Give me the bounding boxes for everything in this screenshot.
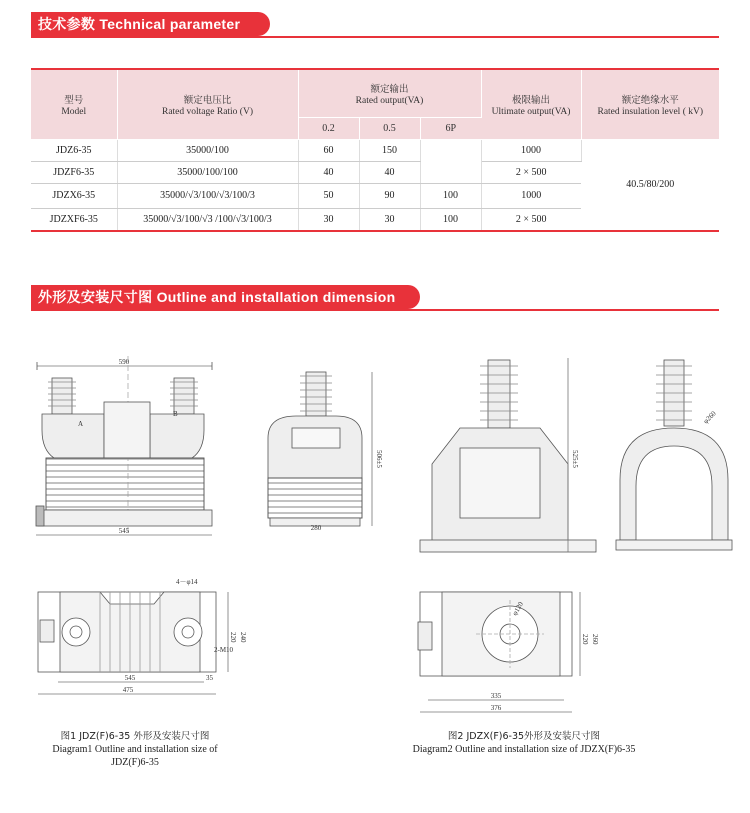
diagram1-caption bbox=[40, 730, 230, 769]
jdzx-side-elevation bbox=[616, 360, 732, 550]
cell-ratio: 35000/100 bbox=[117, 139, 298, 161]
diagram2-caption-cn: 图2 JDZX(F)6-35外形及安装尺寸图 bbox=[447, 731, 601, 742]
dim-plan-220: 220 bbox=[229, 632, 237, 643]
label-a: A bbox=[78, 420, 84, 428]
cell-model: JDZF6-35 bbox=[31, 161, 117, 183]
header-rated-output: 额定输出 Rated output(VA) bbox=[298, 69, 481, 117]
cell-ratio: 35000/100/100 bbox=[117, 161, 298, 183]
label-b: B bbox=[173, 410, 178, 418]
cell-ultimate: 1000 bbox=[481, 183, 581, 208]
diagram1-caption-cn: 图1 JDZ(F)6-35 外形及安装尺寸图 bbox=[60, 731, 210, 742]
header-class-0-2: 0.2 bbox=[298, 117, 359, 139]
dim-plan-240: 240 bbox=[239, 632, 247, 643]
header-insulation-level: 额定绝缘水平 Rated insulation level ( kV) bbox=[581, 69, 719, 139]
jdzx-plan-view bbox=[418, 592, 599, 712]
dim-side-height: 506±5 bbox=[375, 450, 383, 468]
cell-ultimate: 1000 bbox=[481, 139, 581, 161]
cell-model: JDZXF6-35 bbox=[31, 208, 117, 231]
cell-0-5: 90 bbox=[359, 183, 420, 208]
dim-plan2-260: 260 bbox=[591, 634, 599, 645]
dim-circle: φ120 bbox=[510, 600, 526, 617]
dim-plan2-220: 220 bbox=[581, 634, 589, 645]
cell-ultimate: 2 × 500 bbox=[481, 208, 581, 231]
diagram1-caption-en: Diagram1 Outline and installation size of JDZ(F)6-35 bbox=[52, 744, 218, 768]
jdz-side-elevation bbox=[268, 372, 383, 532]
cell-0-2: 50 bbox=[298, 183, 359, 208]
header-class-6p: 6P bbox=[420, 117, 481, 139]
jdzx-front-elevation bbox=[420, 358, 596, 552]
dim-plan2-376: 376 bbox=[490, 704, 502, 712]
jdz-front-elevation bbox=[36, 356, 212, 535]
cell-0-2: 40 bbox=[298, 161, 359, 183]
dim-width-top: 590 bbox=[118, 358, 130, 366]
dim-width-base: 545 bbox=[118, 527, 130, 535]
cell-0-5: 150 bbox=[359, 139, 420, 161]
cell-model: JDZ6-35 bbox=[31, 139, 117, 161]
dim-plan-475: 475 bbox=[122, 686, 134, 694]
section-divider bbox=[31, 309, 719, 311]
cell-0-5: 30 bbox=[359, 208, 420, 231]
dim-radius: φ260 bbox=[701, 409, 718, 426]
dim-side-width: 280 bbox=[310, 524, 322, 532]
section-title-outline-dimension: 外形及安装尺寸图 Outline and installation dimension bbox=[31, 285, 420, 309]
jdz-plan-view bbox=[38, 578, 247, 694]
technical-parameter-table bbox=[31, 68, 719, 232]
dim-holes: 4－φ14 bbox=[176, 578, 198, 586]
header-model: 型号 Model bbox=[31, 69, 117, 139]
header-rated-voltage-ratio: 额定电压比 Rated voltage Ratio (V) bbox=[117, 69, 298, 139]
diagram2-caption-en: Diagram2 Outline and installation size of JDZX(F)6-35 bbox=[412, 744, 636, 755]
cell-insulation: 40.5/80/200 bbox=[581, 139, 719, 231]
cell-ultimate: 2 × 500 bbox=[481, 161, 581, 183]
cell-0-5: 40 bbox=[359, 161, 420, 183]
section-divider bbox=[31, 36, 719, 38]
cell-6p: 100 bbox=[420, 208, 481, 231]
section-title-technical-parameter: 技术参数 Technical parameter bbox=[31, 12, 270, 36]
cell-0-2: 30 bbox=[298, 208, 359, 231]
cell-model: JDZX6-35 bbox=[31, 183, 117, 208]
dim-plan-35: 35 bbox=[206, 674, 213, 682]
dim-plan-545: 545 bbox=[124, 674, 136, 682]
dim-plan2-335: 335 bbox=[490, 692, 502, 700]
cell-ratio: 35000/√3/100/√3 /100/√3/100/3 bbox=[117, 208, 298, 231]
header-ultimate-output: 极限输出 Ultimate output(VA) bbox=[481, 69, 581, 139]
cell-6p: 100 bbox=[420, 183, 481, 208]
cell-0-2: 60 bbox=[298, 139, 359, 161]
table-row bbox=[31, 139, 719, 161]
dim-bolt: 2-M10 bbox=[214, 646, 234, 654]
dim-height: 525±5 bbox=[571, 450, 579, 468]
cell-ratio: 35000/√3/100/√3/100/3 bbox=[117, 183, 298, 208]
cell-6p bbox=[420, 139, 481, 183]
diagram2-caption bbox=[404, 730, 644, 756]
header-class-0-5: 0.5 bbox=[359, 117, 420, 139]
